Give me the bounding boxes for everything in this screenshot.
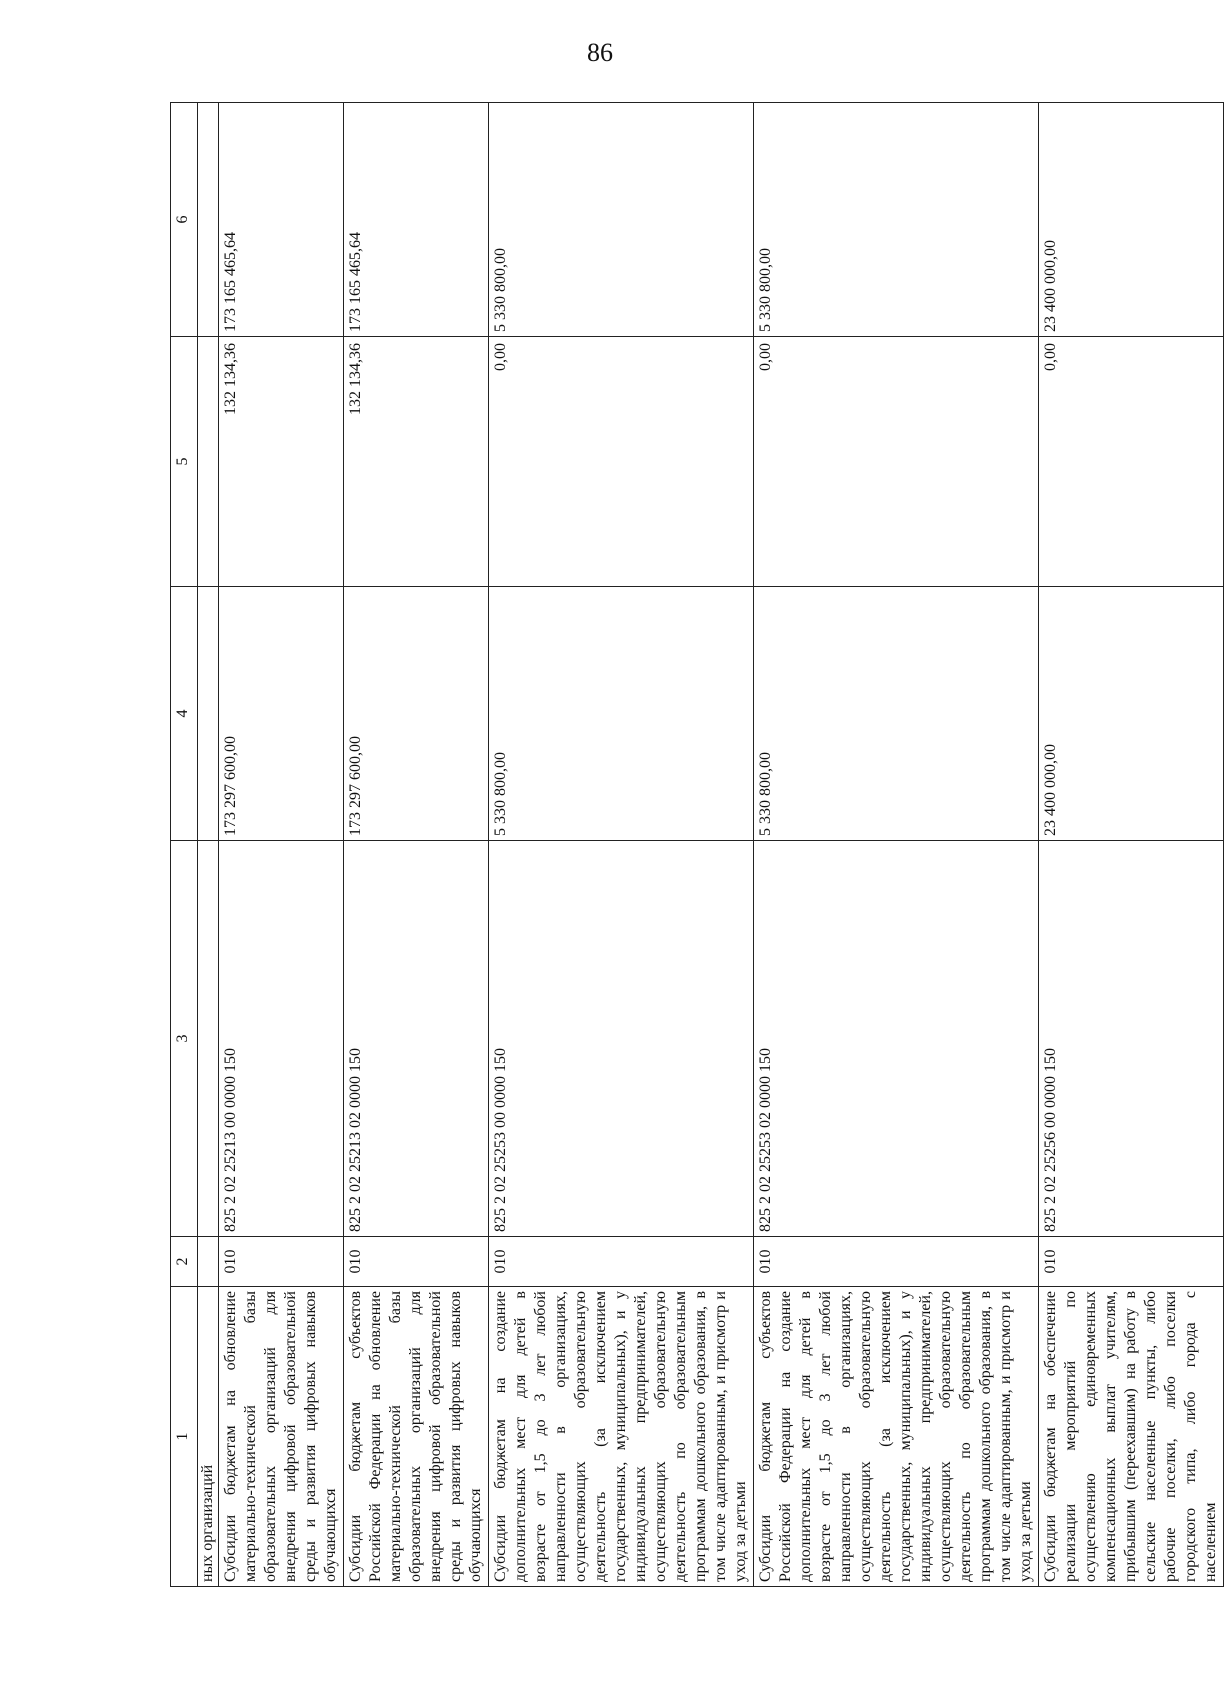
row-code: 010 bbox=[1039, 1237, 1224, 1287]
revenue-table bbox=[170, 102, 1224, 1587]
row-code: 010 bbox=[344, 1237, 489, 1287]
row-code: 010 bbox=[219, 1237, 344, 1287]
continuation-text: ных организаций bbox=[198, 1287, 219, 1587]
row-kbk: 825 2 02 25256 00 0000 150 bbox=[1039, 841, 1224, 1237]
row-description: Субсидии бюджетам на создание дополнительных мест для детей в возрасте от 1,5 до 3 лет любой направленности в организациях, осуществляющих образовательную деятельность (за исключением государственных, муниципальных), и у индивидуальных предпринимателей, осуществляющих образовательную деятельность по образовательным программам дошкольного образования, в том числе адаптированным, и присмотр и уход за детьми bbox=[489, 1287, 754, 1587]
row-col4: 5 330 800,00 bbox=[489, 587, 754, 841]
table-frame bbox=[170, 103, 1219, 1587]
row-col4: 173 297 600,00 bbox=[344, 587, 489, 841]
row-col5: 132 134,36 bbox=[219, 337, 344, 587]
table-row bbox=[1039, 103, 1224, 1587]
table-row bbox=[754, 103, 1039, 1587]
row-col6: 5 330 800,00 bbox=[489, 103, 754, 337]
header-cell: 4 bbox=[171, 587, 198, 841]
row-col5: 0,00 bbox=[489, 337, 754, 587]
row-code: 010 bbox=[489, 1237, 754, 1287]
table-row bbox=[489, 103, 754, 1587]
row-col5: 0,00 bbox=[1039, 337, 1224, 587]
row-col4: 5 330 800,00 bbox=[754, 587, 1039, 841]
row-kbk: 825 2 02 25253 02 0000 150 bbox=[754, 841, 1039, 1237]
row-col4: 23 400 000,00 bbox=[1039, 587, 1224, 841]
header-cell: 3 bbox=[171, 841, 198, 1237]
row-description: Субсидии бюджетам на обеспечение реализации мероприятий по осуществлению единовременных компенсационных выплат учителям, прибывшим (переехавшим) на работу в сельские населенные пункты, либо рабочие поселки, либо поселки городского типа, либо города с населением bbox=[1039, 1287, 1224, 1587]
row-col5: 132 134,36 bbox=[344, 337, 489, 587]
row-col6: 173 165 465,64 bbox=[219, 103, 344, 337]
row-col6: 23 400 000,00 bbox=[1039, 103, 1224, 337]
row-col6: 5 330 800,00 bbox=[754, 103, 1039, 337]
row-col6: 173 165 465,64 bbox=[344, 103, 489, 337]
header-cell: 1 bbox=[171, 1287, 198, 1587]
row-code: 010 bbox=[754, 1237, 1039, 1287]
header-cell: 2 bbox=[171, 1237, 198, 1287]
row-description: Субсидии бюджетам на обновление материально-технической базы образовательных организаций для внедрения цифровой образовательной среды и развития цифровых навыков обучающихся bbox=[219, 1287, 344, 1587]
row-description: Субсидии бюджетам субъектов Российской Федерации на создание дополнительных мест для детей в возрасте от 1,5 до 3 лет любой направленности в организациях, осуществляющих образовательную деятельность (за исключением государственных, муниципальных), и у индивидуальных предпринимателей, осуществляющих образовательную деятельность по образовательным программам дошкольного образования, в том числе адаптированным, и присмотр и уход за детьми bbox=[754, 1287, 1039, 1587]
header-cell: 6 bbox=[171, 103, 198, 337]
table-row bbox=[344, 103, 489, 1587]
header-row bbox=[171, 103, 198, 1587]
table-row bbox=[219, 103, 344, 1587]
row-description: Субсидии бюджетам субъектов Российской Федерации на обновление материально-технической базы образовательных организаций для внедрения цифровой образовательной среды и развития цифровых навыков обучающихся bbox=[344, 1287, 489, 1587]
row-col4: 173 297 600,00 bbox=[219, 587, 344, 841]
page-number: 86 bbox=[587, 38, 613, 67]
row-kbk: 825 2 02 25213 02 0000 150 bbox=[344, 841, 489, 1237]
row-col5: 0,00 bbox=[754, 337, 1039, 587]
row-kbk: 825 2 02 25213 00 0000 150 bbox=[219, 841, 344, 1237]
header-cell: 5 bbox=[171, 337, 198, 587]
continuation-row bbox=[198, 103, 219, 1587]
row-kbk: 825 2 02 25253 00 0000 150 bbox=[489, 841, 754, 1237]
rotated-table bbox=[170, 103, 1219, 1587]
